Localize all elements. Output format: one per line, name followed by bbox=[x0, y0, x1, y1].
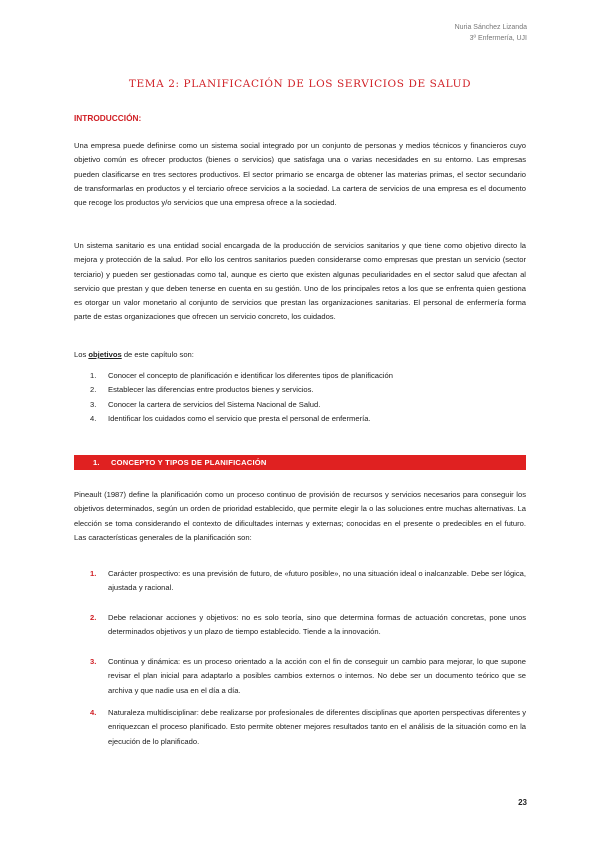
list-item-number: 2. bbox=[90, 385, 97, 395]
list-item-number: 4. bbox=[90, 708, 97, 717]
list-item-text: Establecer las diferencias entre productos bienes y servicios. bbox=[108, 385, 314, 395]
list-item-number: 3. bbox=[90, 657, 97, 666]
list-item bbox=[90, 398, 393, 412]
objectives-intro-suffix: de este capítulo son: bbox=[121, 350, 194, 359]
objectives-intro-prefix: Los bbox=[74, 350, 89, 359]
section-heading: CONCEPTO Y TIPOS DE PLANIFICACIÓN bbox=[111, 458, 267, 467]
list-item-text: Carácter prospectivo: es una previsión de futuro, de «futuro posible», no una situación ideal o inalcanzable. Debe ser lógica, ajustada y racional. bbox=[108, 569, 526, 593]
list-item-text: Conocer el concepto de planificación e identificar los diferentes tipos de planificación bbox=[108, 371, 393, 380]
page-number: 23 bbox=[518, 798, 527, 807]
section-number: 1. bbox=[93, 458, 100, 467]
list-item-text: Continua y dinámica: es un proceso orientado a la acción con el fin de conseguir un cambio para mejorar, lo que supone revisar el plan inicial para adaptarlo a posibles cambios externos o internos. No debe ser un documento teórico que se archiva y que nadie usa en el día a día. bbox=[108, 657, 526, 695]
introduction-paragraph-2: Un sistema sanitario es una entidad social encargada de la producción de servicios sanitarios y que tiene como objetivo directo la mejora y protección de la salud. Por ello los centros sanitarios pueden considerarse como empresas que prestan un servicio (sector terciario) y pueden ser gestionadas como tal, aunque es cierto que existen algunas peculiaridades en el sector salud que afectan al servicio que prestan y que deben tenerse en cuenta en su gestión. Uno de los principales retos a los que se enfrenta quien gestiona es otorgar un valor monetario al conjunto de servicios que prestan las organizaciones sanitarias. El personal de enfermería forma parte de estas organizaciones que ofrecen un servicio concreto, los cuidados. bbox=[74, 241, 526, 322]
header-author: Nuria Sánchez Lizanda bbox=[454, 24, 527, 31]
section-paragraph: Pineault (1987) define la planificación como un proceso continuo de provisión de recursos y servicios necesarios para conseguir los objetivos determinados, según un orden de prioridad establecido, que permite elegir la o las soluciones entre muchas alternativas. La elección se toma considerando el contexto de dificultades internas y externas; conocidas en el presente o predecibles en el futuro. Las características generales de la planificación son: bbox=[74, 490, 526, 542]
document-title: TEMA 2: PLANIFICACIÓN DE LOS SERVICIOS DE SALUD bbox=[128, 78, 472, 90]
list-item-number: 4. bbox=[90, 414, 97, 424]
list-item-number: 2. bbox=[90, 613, 97, 622]
list-item bbox=[90, 412, 393, 426]
list-item-text: Debe relacionar acciones y objetivos: no es solo teoría, sino que determina formas de actuación concretas, pone unos determinados objetivos y un plazo de tiempo establecido. Tiende a la innovación. bbox=[108, 613, 526, 637]
list-item-text: Identificar los cuidados como el servicio que presta el personal de enfermería. bbox=[108, 414, 371, 424]
objectives-list bbox=[90, 369, 393, 427]
section-heading-bar bbox=[74, 455, 526, 470]
page-header bbox=[455, 22, 527, 44]
list-item-number: 1. bbox=[90, 569, 97, 578]
list-item-text: Conocer la cartera de servicios del Sistema Nacional de Salud. bbox=[108, 399, 321, 409]
objectives-intro-word: objetivos bbox=[88, 350, 122, 359]
introduction-heading: INTRODUCCIÓN: bbox=[74, 113, 142, 123]
list-item-number: 1. bbox=[90, 371, 97, 380]
list-item-text: Naturaleza multidisciplinar: debe realizarse por profesionales de diferentes disciplinas que aporten perspectivas diferentes y enriquezcan el proceso planificado. Esto permite obtener mejores resultados tanto en el análisis de la situación como en la ejecución de lo planificado. bbox=[108, 708, 526, 746]
introduction-paragraph-1: Una empresa puede definirse como un sistema social integrado por un conjunto de personas y medios técnicos y financieros cuyo objetivo común es ofrecer productos (bienes o servicios) que satisfaga una o varias necesidades en su entorno. Las empresas pueden clasificarse en tres sectores productivos. El sector primario se encarga de obtener las materias primas, el sector secundario de transformarlas en productos y el terciario ofrece servicios a la sociedad. La cartera de servicios de una empresa es el documento que recoge los productos y/o servicios que una empresa ofrece a la sociedad. bbox=[74, 141, 526, 208]
objectives-intro bbox=[74, 350, 194, 359]
list-item bbox=[90, 383, 393, 397]
list-item-number: 3. bbox=[90, 399, 97, 409]
header-course: 3º Enfermería, UJI bbox=[469, 35, 527, 42]
list-item bbox=[90, 369, 393, 383]
